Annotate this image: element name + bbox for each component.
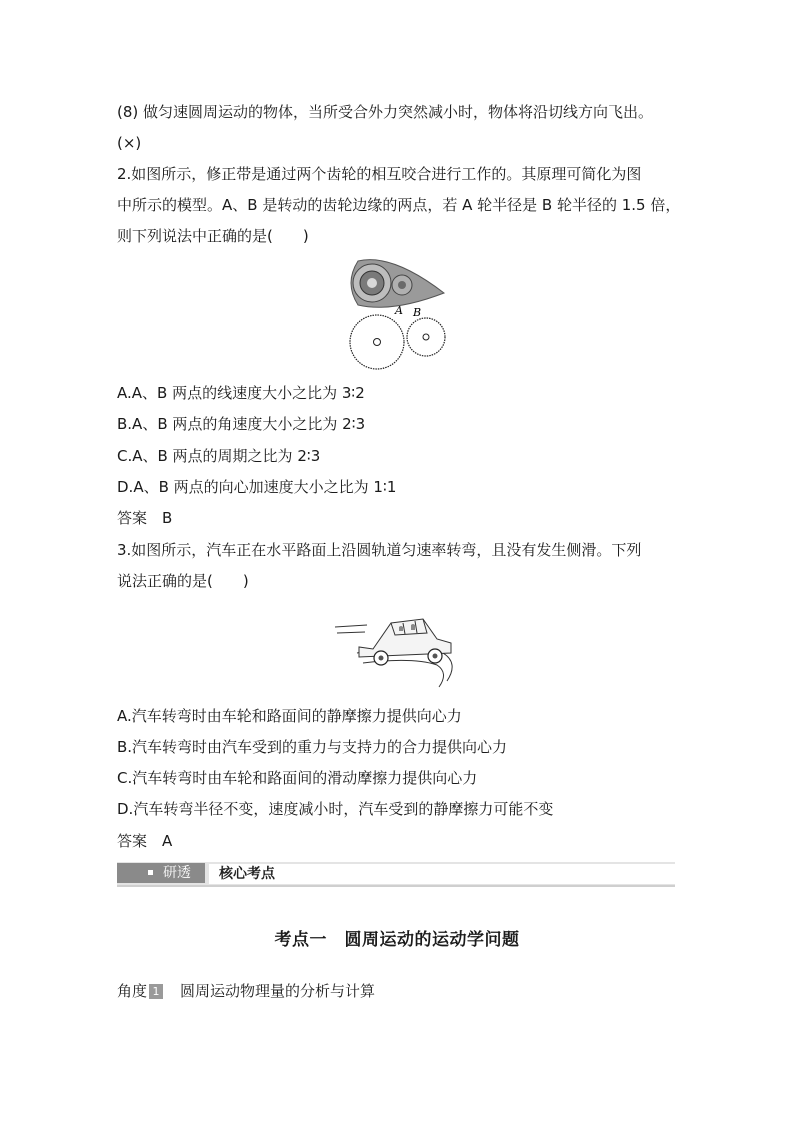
- point-b-label: B: [413, 306, 422, 319]
- q3-option-c: C.汽车转弯时由车轮和路面间的滑动摩擦力提供向心力: [117, 769, 478, 787]
- q2-line-1: 2.如图所示，修正带是通过两个齿轮的相互咬合进行工作的。其原理可简化为图: [117, 165, 642, 183]
- gear-b-center: [423, 334, 429, 340]
- banner-label: 研透: [163, 865, 191, 881]
- q2-option-d: D.A、B 两点的向心加速度大小之比为 1∶1: [117, 478, 397, 496]
- q3-line-2: 说法正确的是( ): [117, 572, 249, 590]
- angle-prefix: 角度: [117, 982, 148, 1000]
- q3-option-a: A.汽车转弯时由车轮和路面间的静摩擦力提供向心力: [117, 707, 462, 725]
- angle-heading: [117, 981, 375, 1001]
- q2-option-a: A.A、B 两点的线速度大小之比为 3∶2: [117, 384, 365, 402]
- q8-line-1: (8) 做匀速圆周运动的物体，当所受合外力突然减小时，物体将沿切线方向飞出。: [117, 103, 654, 121]
- point-a-label: A: [395, 304, 403, 317]
- q2-line-3: 则下列说法中正确的是( ): [117, 227, 309, 245]
- q3-answer: 答案 A: [117, 832, 173, 850]
- q2-answer: 答案 B: [117, 509, 173, 527]
- section-title: 考点一 圆周运动的运动学问题: [274, 930, 520, 950]
- q3-option-d: D.汽车转弯半径不变，速度减小时，汽车受到的静摩擦力可能不变: [117, 800, 554, 818]
- q2-line-2: 中所示的模型。A、B 是转动的齿轮边缘的两点，若 A 轮半径是 B 轮半径的 1.5 倍，: [117, 196, 681, 214]
- q8-line-2: (×): [117, 134, 142, 152]
- q2-option-c: C.A、B 两点的周期之比为 2∶3: [117, 447, 321, 465]
- q3-option-b: B.汽车转弯时由汽车受到的重力与支持力的合力提供向心力: [117, 738, 508, 756]
- square-bullet-icon: [148, 870, 153, 875]
- gear-a-center: [374, 339, 381, 346]
- angle-text: 圆周运动物理量的分析与计算: [180, 982, 376, 1000]
- q3-line-1: 3.如图所示，汽车正在水平路面上沿圆轨道匀速率转弯，且没有发生侧滑。下列: [117, 541, 642, 559]
- q2-option-b: B.A、B 两点的角速度大小之比为 2∶3: [117, 415, 366, 433]
- correction-tape-gear-figure: [344, 255, 448, 375]
- car-turning-figure: [333, 603, 463, 689]
- angle-number-badge: 1: [149, 984, 163, 999]
- section-banner: [117, 862, 675, 886]
- banner-label-box: [117, 863, 205, 883]
- banner-title: 核心考点: [219, 866, 275, 882]
- correction-tape-photo: [351, 260, 444, 308]
